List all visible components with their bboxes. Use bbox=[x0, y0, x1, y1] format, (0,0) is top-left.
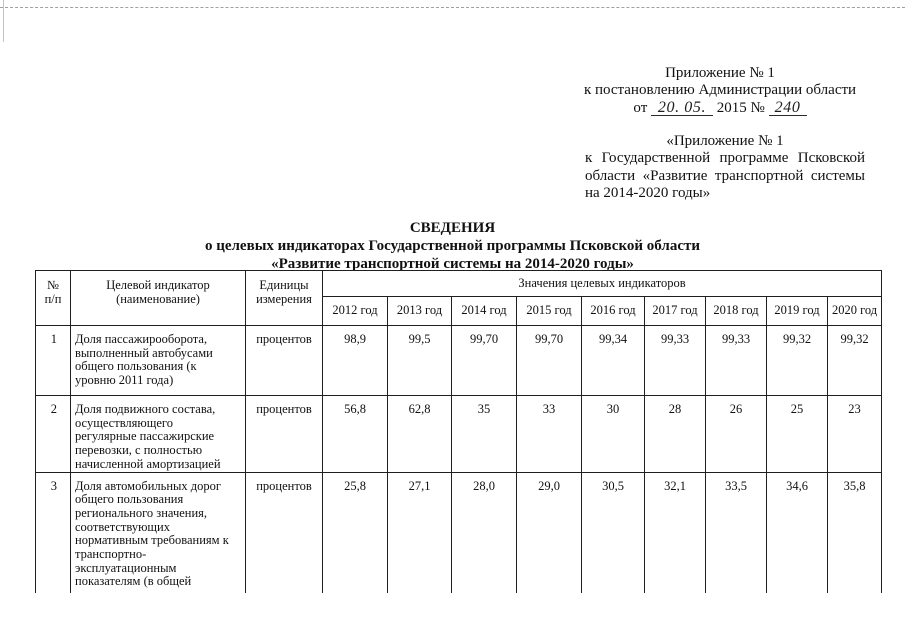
header-number-line: № bbox=[47, 278, 59, 292]
value-2016: 99,34 bbox=[582, 326, 645, 396]
program-appendix-title: «Приложение № 1 bbox=[666, 133, 784, 149]
appendix-title: Приложение № 1 bbox=[665, 65, 775, 81]
header-indicator bbox=[71, 271, 246, 326]
appendix-header bbox=[560, 65, 880, 117]
indicator-line: регионального значения, bbox=[75, 505, 208, 520]
header-number-line: п/п bbox=[44, 291, 62, 306]
year-2015: 2015 год bbox=[517, 297, 582, 326]
handwritten-date: 20. 05. bbox=[651, 100, 713, 116]
header-unit-line: измерения bbox=[256, 291, 312, 306]
title-heading: СВЕДЕНИЯ bbox=[409, 220, 496, 236]
value-2016: 30,5 bbox=[582, 472, 645, 593]
indicator-line: эксплуатационным bbox=[75, 560, 177, 575]
indicator-line: регулярные пассажирские bbox=[75, 429, 215, 444]
value-2019: 99,32 bbox=[767, 326, 828, 396]
indicator-line: перевозки, с полностью bbox=[75, 443, 203, 458]
value-2017: 28 bbox=[645, 396, 706, 473]
header-values-group: Значения целевых индикаторов bbox=[323, 271, 882, 297]
year-label: 2015 № bbox=[716, 99, 765, 116]
indicator-line: общего пользования bbox=[75, 492, 184, 507]
value-2013: 62,8 bbox=[388, 396, 452, 473]
title-program: «Развитие транспортной системы на 2014-2020 годы» bbox=[271, 256, 634, 272]
scan-edge-left bbox=[3, 0, 4, 42]
scan-edge-top bbox=[0, 7, 905, 8]
table-row bbox=[36, 472, 882, 593]
value-2018: 99,33 bbox=[706, 326, 767, 396]
indicator-line: Доля автомобильных дорог bbox=[75, 478, 222, 493]
unit: процентов bbox=[246, 396, 323, 473]
program-appendix-line: на 2014-2020 годы» bbox=[585, 185, 711, 202]
row-number: 2 bbox=[36, 396, 71, 473]
document-title bbox=[0, 219, 905, 273]
value-2012: 56,8 bbox=[323, 396, 388, 473]
header-number bbox=[36, 271, 71, 326]
value-2016: 30 bbox=[582, 396, 645, 473]
value-2012: 98,9 bbox=[323, 326, 388, 396]
table-row bbox=[36, 396, 882, 473]
indicator-line: нормативным требованиям к bbox=[75, 533, 229, 548]
value-2014: 35 bbox=[452, 396, 517, 473]
indicator-line: соответствующих bbox=[75, 519, 170, 534]
value-2013: 27,1 bbox=[388, 472, 452, 593]
value-2019: 34,6 bbox=[767, 472, 828, 593]
value-2020: 35,8 bbox=[828, 472, 882, 593]
value-2015: 33 bbox=[517, 396, 582, 473]
value-2014: 28,0 bbox=[452, 472, 517, 593]
title-subject: о целевых индикаторах Государственной программы Псковской области bbox=[204, 238, 701, 254]
year-2017: 2017 год bbox=[645, 297, 706, 326]
indicator-line: начисленной амортизацией bbox=[75, 456, 221, 471]
date-prefix: от bbox=[633, 99, 648, 116]
value-2017: 32,1 bbox=[645, 472, 706, 593]
indicator-line: уровню 2011 года) bbox=[75, 373, 174, 388]
header-unit-line: Единицы bbox=[259, 278, 309, 292]
indicator-line: Доля пассажирооборота, bbox=[75, 332, 208, 346]
year-2013: 2013 год bbox=[388, 297, 452, 326]
header-indicator-line: (наименование) bbox=[116, 291, 200, 306]
indicator-line: транспортно- bbox=[75, 547, 147, 562]
year-2019: 2019 год bbox=[767, 297, 828, 326]
handwritten-number: 240 bbox=[769, 100, 807, 116]
value-2015: 29,0 bbox=[517, 472, 582, 593]
value-2018: 33,5 bbox=[706, 472, 767, 593]
value-2019: 25 bbox=[767, 396, 828, 473]
program-appendix bbox=[585, 133, 865, 203]
indicator-line: общего пользования (к bbox=[75, 359, 197, 374]
value-2017: 99,33 bbox=[645, 326, 706, 396]
appendix-resolution: к постановлению Администрации области bbox=[583, 82, 857, 99]
indicator-line: показателям (в общей bbox=[75, 574, 192, 589]
indicators-table bbox=[35, 270, 882, 593]
value-2012: 25,8 bbox=[323, 472, 388, 593]
year-2012: 2012 год bbox=[323, 297, 388, 326]
indicator-name bbox=[71, 472, 246, 593]
value-2013: 99,5 bbox=[388, 326, 452, 396]
table-header-row bbox=[36, 271, 882, 297]
value-2015: 99,70 bbox=[517, 326, 582, 396]
indicator-name bbox=[71, 326, 246, 396]
header-indicator-line: Целевой индикатор bbox=[106, 278, 210, 292]
year-2018: 2018 год bbox=[706, 297, 767, 326]
appendix-date-line bbox=[560, 100, 880, 117]
value-2018: 26 bbox=[706, 396, 767, 473]
unit: процентов bbox=[246, 326, 323, 396]
row-number: 1 bbox=[36, 326, 71, 396]
program-appendix-line: области «Развитие транспортной системы bbox=[585, 167, 865, 184]
indicator-line: Доля подвижного состава, bbox=[75, 402, 216, 416]
row-number: 3 bbox=[36, 472, 71, 593]
program-appendix-line: к Государственной программе Псковской bbox=[585, 150, 865, 167]
year-2016: 2016 год bbox=[582, 297, 645, 326]
table-row bbox=[36, 326, 882, 396]
header-unit bbox=[246, 271, 323, 326]
value-2020: 99,32 bbox=[828, 326, 882, 396]
indicator-line: осуществляющего bbox=[75, 415, 173, 430]
year-2020: 2020 год bbox=[828, 297, 882, 326]
unit: процентов bbox=[246, 472, 323, 593]
year-2014: 2014 год bbox=[452, 297, 517, 326]
indicator-name bbox=[71, 396, 246, 473]
value-2020: 23 bbox=[828, 396, 882, 473]
indicator-line: выполненный автобусами bbox=[75, 345, 213, 360]
value-2014: 99,70 bbox=[452, 326, 517, 396]
